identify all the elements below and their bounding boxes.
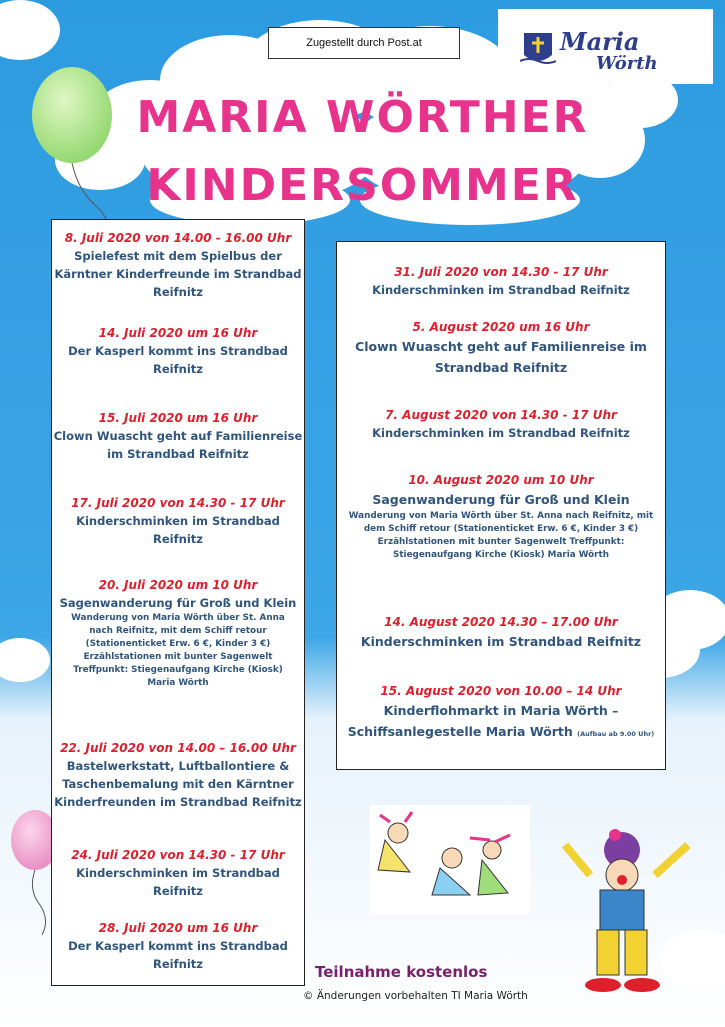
event-item: 31. Juli 2020 von 14.30 - 17 Uhr Kinderschminken im Strandbad Reifnitz [337, 263, 665, 299]
event-date: 24. Juli 2020 von 14.30 - 17 Uhr [71, 848, 285, 862]
maria-woerth-logo [498, 9, 713, 84]
event-item: 8. Juli 2020 von 14.00 - 16.00 Uhr Spielefest mit dem Spielbus der Kärntner Kinderfreunde im Strandbad Reifnitz [52, 229, 304, 301]
event-date: 8. Juli 2020 von 14.00 - 16.00 Uhr [64, 231, 292, 245]
event-item: 22. Juli 2020 von 14.00 – 16.00 Uhr Bastelwerkstatt, Luftballontiere & Taschenbemalung mit den Kärntner Kinderfreunden im Strandbad Reifnitz [52, 739, 304, 811]
page-title-line1: MARIA WÖRTHER [136, 92, 589, 143]
event-item: 14. August 2020 14.30 – 17.00 Uhr Kinderschminken im Strandbad Reifnitz [337, 613, 665, 653]
event-date: 7. August 2020 von 14.30 - 17 Uhr [385, 408, 617, 422]
event-date: 15. August 2020 von 10.00 – 14 Uhr [380, 684, 622, 698]
page-title-line2: KINDERSOMMER [146, 160, 579, 211]
event-list-august [336, 241, 666, 770]
event-item: 10. August 2020 um 10 Uhr Sagenwanderung für Groß und Klein Wanderung von Maria Wörth über St. Anna nach Reifnitz, mit dem Schiff retour (Stationenticket Erw. 6 €, Kinder 3 €) Erzählstationen mit bunter Sagenwelt Treffpunkt: Stiegenaufgang Kirche (Kiosk) Maria Wörth [337, 471, 665, 562]
event-date: 20. Juli 2020 um 10 Uhr [98, 578, 258, 592]
event-date: 10. August 2020 um 10 Uhr [408, 473, 594, 487]
event-date: 14. August 2020 14.30 – 17.00 Uhr [384, 615, 618, 629]
event-date: 15. Juli 2020 um 16 Uhr [98, 411, 258, 425]
event-note: (Aufbau ab 9.00 Uhr) [577, 730, 655, 738]
event-item: 5. August 2020 um 16 Uhr Clown Wuascht geht auf Familienreise im Strandbad Reifnitz [337, 318, 665, 378]
event-date: 22. Juli 2020 von 14.00 – 16.00 Uhr [60, 741, 296, 755]
event-item: 17. Juli 2020 von 14.30 - 17 Uhr Kinderschminken im Strandbad Reifnitz [52, 494, 304, 548]
event-location: Schiffsanlegestelle Maria Wörth [347, 724, 573, 739]
free-participation-note: Teilnahme kostenlos [315, 963, 488, 981]
event-date: 31. Juli 2020 von 14.30 - 17 Uhr [394, 265, 608, 279]
logo-text-maria: Maria [560, 27, 640, 56]
event-item: 15. August 2020 von 10.00 – 14 Uhr Kinderflohmarkt in Maria Wörth – Schiffsanlegestelle Maria Wörth (Aufbau ab 9.00 Uhr) [337, 682, 665, 744]
event-item: 20. Juli 2020 um 10 Uhr Sagenwanderung für Groß und Klein Wanderung von Maria Wörth über St. Anna nach Reifnitz, mit dem Schiff retour (Stationenticket Erw. 6 €, Kinder 3 €) Erzählstationen mit bunter Sagenwelt Treffpunkt: Stiegenaufgang Kirche (Kiosk) Maria Wörth [52, 576, 304, 690]
church-icon [520, 27, 556, 69]
event-date: 14. Juli 2020 um 16 Uhr [98, 326, 258, 340]
event-date: 5. August 2020 um 16 Uhr [412, 320, 590, 334]
postal-label: Zugestellt durch Post.at [268, 27, 460, 59]
event-item: 7. August 2020 von 14.30 - 17 Uhr Kinderschminken im Strandbad Reifnitz [337, 406, 665, 442]
logo-text-woerth: Wörth [596, 53, 658, 74]
event-item: 28. Juli 2020 um 16 Uhr Der Kasperl kommt ins Strandbad Reifnitz [52, 919, 304, 973]
children-drawing [370, 805, 530, 915]
event-item: 24. Juli 2020 von 14.30 - 17 Uhr Kinderschminken im Strandbad Reifnitz [52, 846, 304, 900]
event-item: 15. Juli 2020 um 16 Uhr Clown Wuascht geht auf Familienreise im Strandbad Reifnitz [53, 411, 303, 461]
event-item: 14. Juli 2020 um 16 Uhr Der Kasperl kommt ins Strandbad Reifnitz [52, 324, 304, 378]
event-date: 17. Juli 2020 von 14.30 - 17 Uhr [71, 496, 285, 510]
event-list-july [51, 219, 305, 986]
event-date: 28. Juli 2020 um 16 Uhr [98, 921, 258, 935]
copyright-note: © Änderungen vorbehalten TI Maria Wörth [303, 990, 528, 1002]
